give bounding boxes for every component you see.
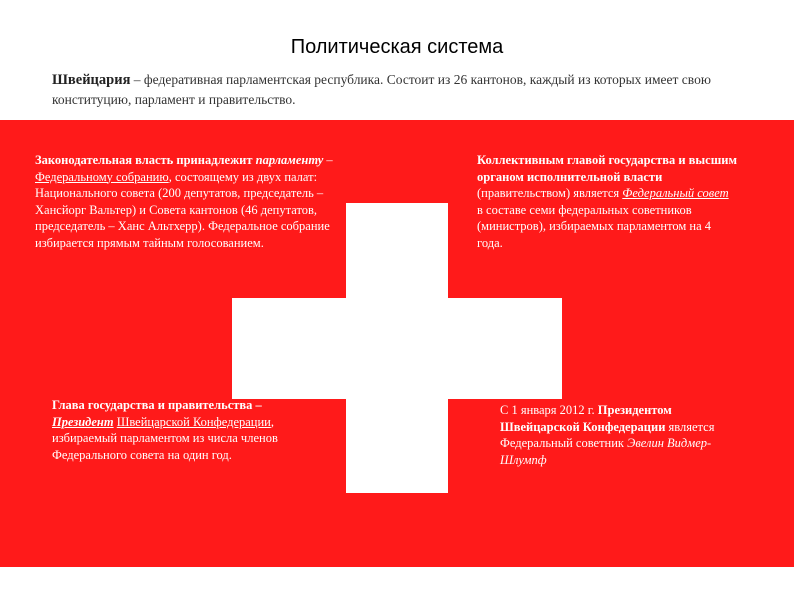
executive-mid: (правительством) является xyxy=(477,186,623,200)
president-term: Президент xyxy=(52,414,114,429)
legislative-lead: Законодательная власть принадлежит xyxy=(35,153,256,167)
head-of-state-rest: , избираемый парламентом из числа членов Федерального совета на один год. xyxy=(52,414,278,462)
legislative-power-text xyxy=(35,152,345,251)
current-president-text xyxy=(500,402,730,468)
executive-power-text xyxy=(477,152,737,251)
head-of-state-text xyxy=(52,397,322,463)
executive-lead: Коллективным главой государства и высшим органом исполнительной власти xyxy=(477,153,737,184)
federal-council-term: Федеральный совет xyxy=(622,186,729,200)
president-title: Президентом Швейцарской Конфедерации xyxy=(500,403,672,434)
federal-assembly-term: Федеральному собранию xyxy=(35,169,169,184)
parliament-term: парламенту xyxy=(255,153,324,167)
intro-paragraph xyxy=(52,70,742,109)
confederation-term: Швейцарской Конфедерации xyxy=(116,414,271,429)
executive-rest: в составе семи федеральных советников (министров), избираемых парламентом на 4 года. xyxy=(477,202,712,250)
intro-text: – федеративная парламентская республика. Состоит из 26 кантонов, каждый из которых имеет свою конституцию, парламент и правительство. xyxy=(52,72,711,107)
country-name: Швейцария xyxy=(52,72,131,88)
current-president-mid: является Федеральный советник xyxy=(500,419,715,450)
page-title: Политическая система xyxy=(290,36,504,58)
legislative-dash: – xyxy=(323,153,333,167)
president-name: Эвелин Видмер-Шлумпф xyxy=(500,436,712,467)
flag-cross-horizontal xyxy=(232,298,562,399)
current-president-lead: С 1 января 2012 г. xyxy=(500,403,598,417)
legislative-rest: , состоящему из двух палат: Национального совета (200 депутатов, председатель – Хансйорг Вальтер) и Совета кантонов (46 депутатов, председатель – Ханс Альтхерр). Федеральное собрание избирается прямым тайным голосованием. xyxy=(35,169,330,250)
head-of-state-lead: Глава государства и правительства – xyxy=(52,398,262,412)
